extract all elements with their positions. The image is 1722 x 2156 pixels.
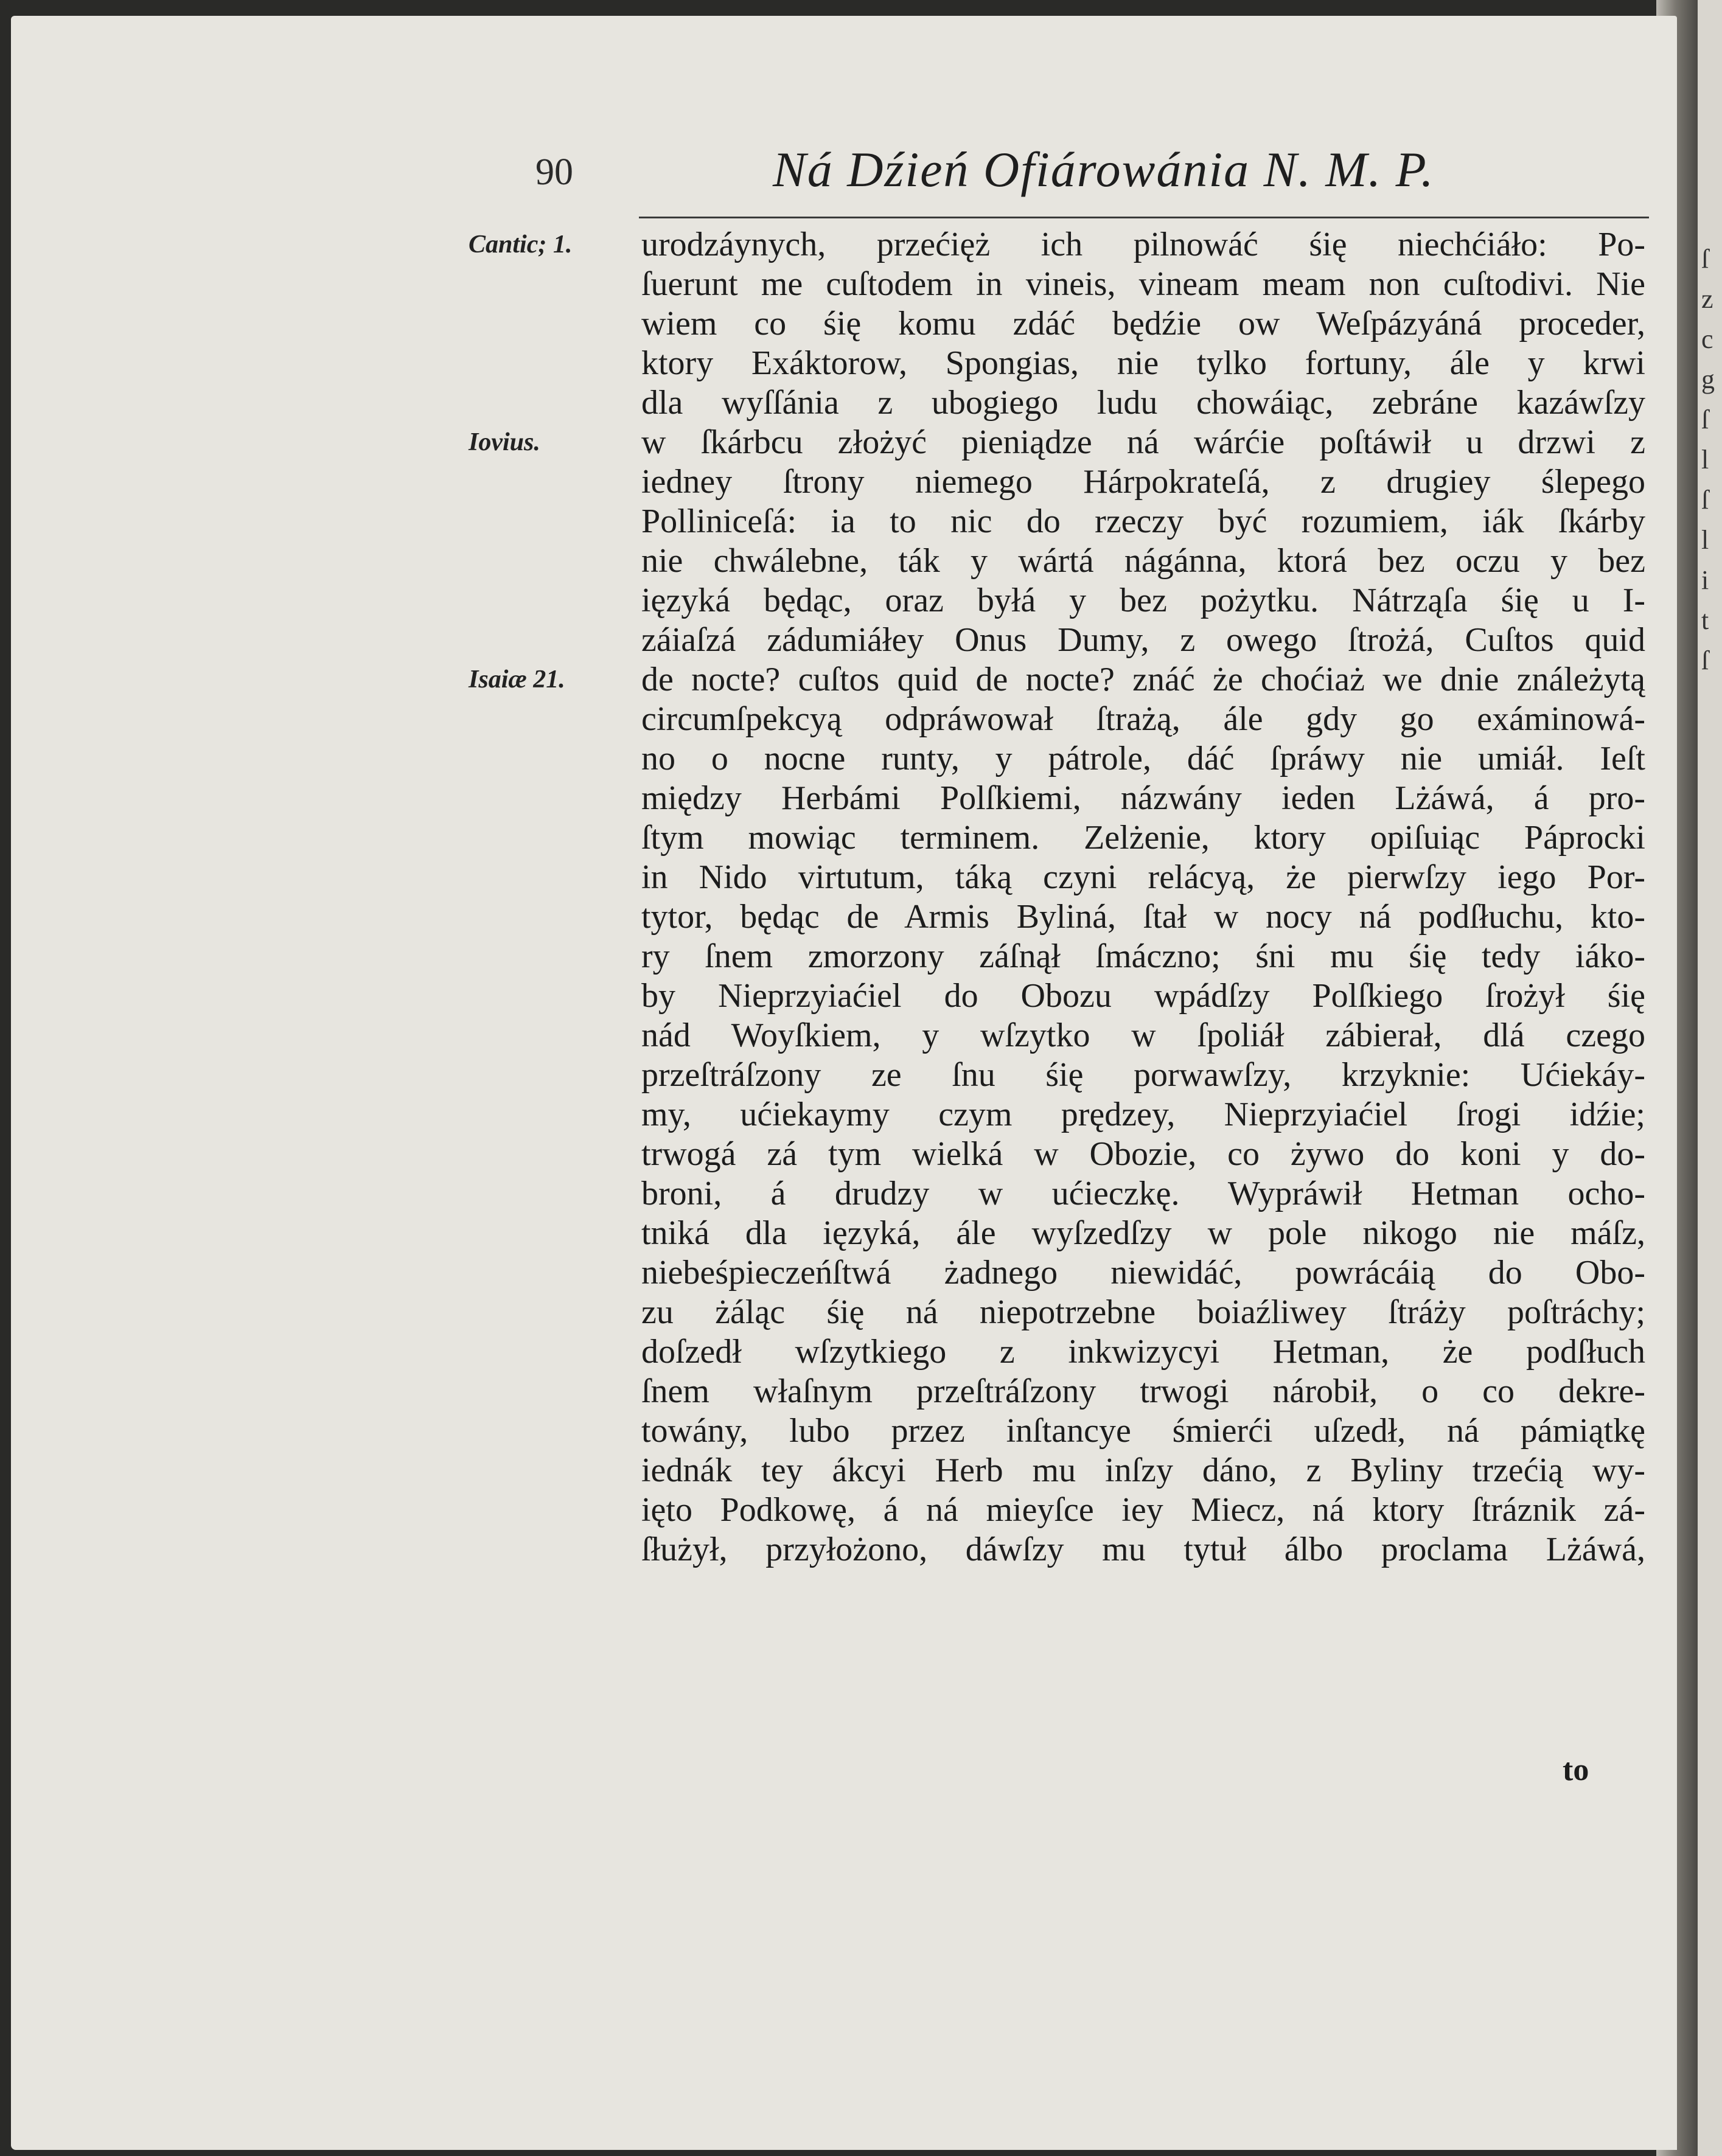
body-text-block — [641, 225, 1645, 1570]
text-line: ſłużył, przyłożono, dáwſzy mu tytuł álbo proclama Lżáwá, — [641, 1531, 1645, 1568]
text-line: doſzedł wſzytkiego z inkwizycyi Hetman, że podſłuch — [641, 1333, 1645, 1371]
text-line: przeſtráſzony ze ſnu śię porwawſzy, krzyknie: Ućiekáy- — [641, 1056, 1645, 1094]
text-line: ſnem właſnym przeſtráſzony trwogi nárobił, o co dekre- — [641, 1372, 1645, 1410]
catchword: to — [1563, 1753, 1589, 1787]
header-rule — [639, 217, 1649, 218]
text-line: nie chwálebne, ták y wártá nágánna, ktorá bez oczu y bez — [641, 542, 1645, 580]
facing-page-letter: i — [1701, 565, 1709, 595]
text-line: záiaſzá zádumiáłey Onus Dumy, z owego ſtrożá, Cuſtos quid — [641, 621, 1645, 659]
text-line: tytor, będąc de Armis Byliná, ſtał w nocy ná podſłuchu, kto- — [641, 898, 1645, 936]
text-line: w ſkárbcu złożyć pieniądze ná wárćie poſtáwił u drzwi z — [641, 423, 1645, 461]
facing-page-letter: g — [1701, 364, 1715, 394]
text-line: nád Woyſkiem, y wſzytko w ſpoliáł zábierał, dlá czego — [641, 1017, 1645, 1054]
text-line: no o nocne runty, y pátrole, dáć ſpráwy nie umiáł. Ieſt — [641, 740, 1645, 777]
facing-page-edge — [1698, 0, 1722, 2156]
text-line: ktory Exáktorow, Spongias, nie tylko fortuny, ále y krwi — [641, 344, 1645, 382]
text-line: circumſpekcyą odpráwował ſtrażą, ále gdy go exáminowá- — [641, 700, 1645, 738]
text-line: dla wyſſánia z ubogiego ludu chowáiąc, zebráne kazáwſzy — [641, 384, 1645, 422]
facing-page-letter: c — [1701, 324, 1713, 354]
facing-page-letter: ſ — [1701, 485, 1709, 515]
text-line: Polliniceſá: ia to nic do rzeczy być rozumiem, iák ſkárby — [641, 502, 1645, 540]
text-line: ſuerunt me cuſtodem in vineis, vineam meam non cuſtodivi. Nie — [641, 265, 1645, 303]
facing-page-letter: ſ — [1701, 645, 1709, 675]
facing-page-letter: t — [1701, 605, 1709, 635]
text-line: towány, lubo przez inſtancye śmierći uſzedł, ná pámiątkę — [641, 1412, 1645, 1450]
text-line: ſtym mowiąc terminem. Zelżenie, ktory opiſuiąc Páprocki — [641, 819, 1645, 857]
text-line: broni, á drudzy w ućieczkę. Wypráwił Hetman ocho- — [641, 1175, 1645, 1212]
margin-note: Cantic; 1. — [469, 231, 573, 259]
text-line: ięto Podkowę, á ná mieyſce iey Miecz, ná ktory ſtráznik zá- — [641, 1491, 1645, 1529]
text-line: ięzyká będąc, oraz byłá y bez pożytku. Nátrząſa śię u I- — [641, 582, 1645, 619]
margin-note: Iovius. — [469, 428, 540, 456]
text-line: in Nido virtutum, táką czyni relácyą, że pierwſzy iego Por- — [641, 858, 1645, 896]
text-line: my, ućiekaymy czym prędzey, Nieprzyiaćiel ſrogi idźie; — [641, 1096, 1645, 1133]
margin-note: Isaiæ 21. — [469, 666, 565, 694]
facing-page-letter: z — [1701, 284, 1713, 314]
page-number: 90 — [535, 151, 573, 193]
text-line: ry ſnem zmorzony záſnął ſmáczno; śni mu śię tedy iáko- — [641, 937, 1645, 975]
text-line: trwogá zá tym wielká w Obozie, co żywo do koni y do- — [641, 1135, 1645, 1173]
facing-page-letter: l — [1701, 525, 1709, 555]
text-line: de nocte? cuſtos quid de nocte? znáć że choćiaż we dnie ználeżytą — [641, 661, 1645, 698]
facing-page-letter: ſ — [1701, 405, 1709, 434]
text-line: by Nieprzyiaćiel do Obozu wpádſzy Polſkiego ſrożył śię — [641, 977, 1645, 1015]
text-line: iednák tey ákcyi Herb mu inſzy dáno, z Byliny trzećią wy- — [641, 1452, 1645, 1489]
text-line: iedney ſtrony niemego Hárpokrateſá, z drugiey ślepego — [641, 463, 1645, 501]
text-line: urodzáynych, przećięż ich pilnowáć śię niechćiáło: Po- — [641, 226, 1645, 263]
facing-page-letter: l — [1701, 445, 1709, 475]
text-line: zu żáląc śię ná niepotrzebne boiaźliwey ſtráży poſtráchy; — [641, 1293, 1645, 1331]
running-title: Ná Dźień Ofiárowánia N. M. P. — [773, 142, 1435, 197]
facing-page-letter: ſ — [1701, 244, 1709, 274]
text-line: tniká dla ięzyká, ále wyſzedſzy w pole nikogo nie máſz, — [641, 1214, 1645, 1252]
text-line: między Herbámi Polſkiemi, názwány ieden Lżáwá, á pro- — [641, 779, 1645, 817]
text-line: wiem co śię komu zdáć będźie ow Weſpázyáná proceder, — [641, 305, 1645, 343]
text-line: niebeśpieczeńſtwá żadnego niewidáć, powrácáią do Obo- — [641, 1254, 1645, 1292]
